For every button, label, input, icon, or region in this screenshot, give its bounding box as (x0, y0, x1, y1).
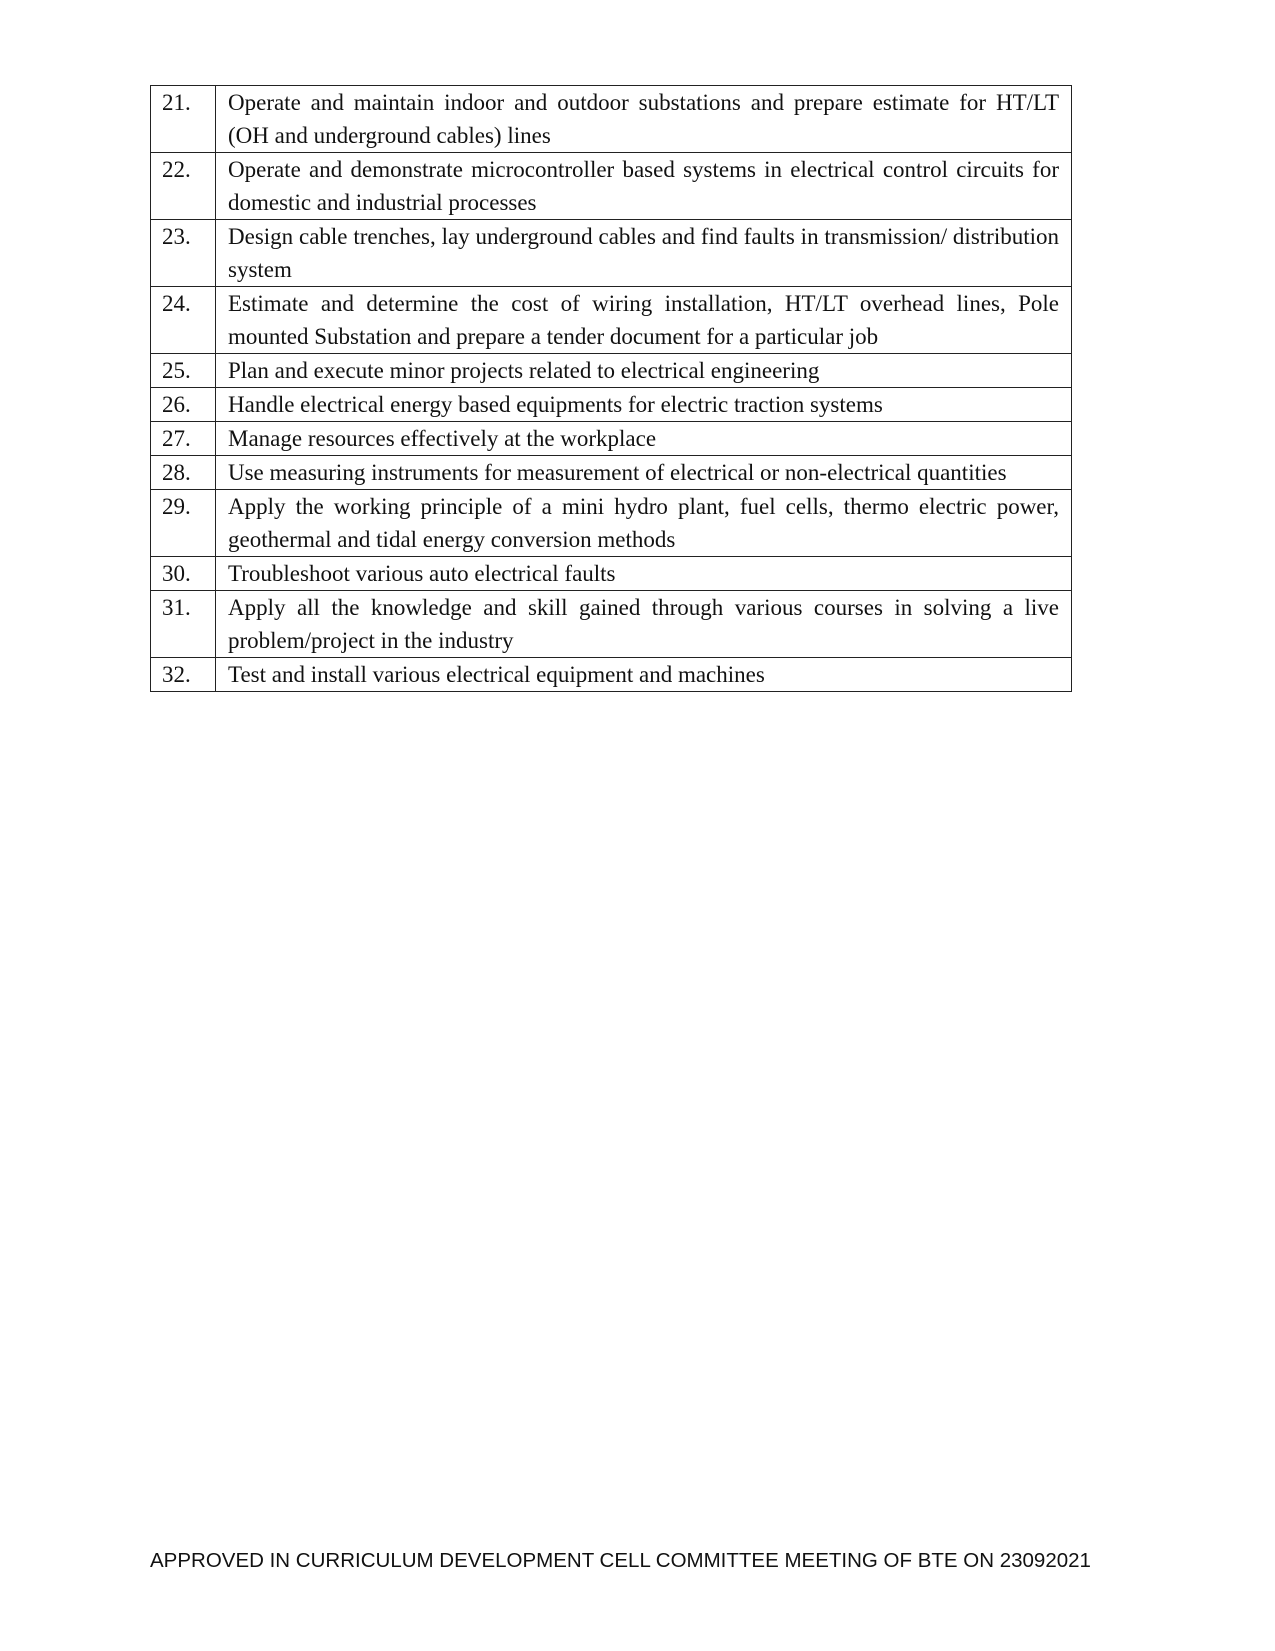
outcome-text: Plan and execute minor projects related to electrical engineering (216, 354, 1072, 388)
table-row (151, 388, 1072, 422)
outcome-number: 29. (151, 490, 216, 557)
outcome-number: 27. (151, 422, 216, 456)
outcome-text: Apply the working principle of a mini hydro plant, fuel cells, thermo electric power, geothermal and tidal energy conversion methods (216, 490, 1072, 557)
outcome-text: Troubleshoot various auto electrical faults (216, 557, 1072, 591)
outcome-text: Manage resources effectively at the workplace (216, 422, 1072, 456)
table-row (151, 456, 1072, 490)
table-row (151, 422, 1072, 456)
table-row (151, 490, 1072, 557)
outcomes-table (150, 85, 1072, 692)
outcome-number: 22. (151, 153, 216, 220)
table-row (151, 658, 1072, 692)
table-row (151, 86, 1072, 153)
outcome-text: Estimate and determine the cost of wiring installation, HT/LT overhead lines, Pole mounted Substation and prepare a tender document for a particular job (216, 287, 1072, 354)
approval-footer: APPROVED IN CURRICULUM DEVELOPMENT CELL COMMITTEE MEETING OF BTE ON 23092021 (150, 1549, 1091, 1572)
table-row (151, 153, 1072, 220)
outcome-text: Test and install various electrical equipment and machines (216, 658, 1072, 692)
outcome-text: Operate and maintain indoor and outdoor substations and prepare estimate for HT/LT (OH and underground cables) lines (216, 86, 1072, 153)
table-row (151, 220, 1072, 287)
outcome-text: Apply all the knowledge and skill gained through various courses in solving a live problem/project in the industry (216, 591, 1072, 658)
outcome-number: 24. (151, 287, 216, 354)
table-row (151, 591, 1072, 658)
outcome-text: Operate and demonstrate microcontroller based systems in electrical control circuits for domestic and industrial processes (216, 153, 1072, 220)
outcome-number: 26. (151, 388, 216, 422)
table-row (151, 557, 1072, 591)
outcome-text: Use measuring instruments for measurement of electrical or non-electrical quantities (216, 456, 1072, 490)
table-row (151, 354, 1072, 388)
outcome-number: 30. (151, 557, 216, 591)
outcome-text: Design cable trenches, lay underground cables and find faults in transmission/ distribution system (216, 220, 1072, 287)
outcome-number: 25. (151, 354, 216, 388)
table-row (151, 287, 1072, 354)
outcome-text: Handle electrical energy based equipments for electric traction systems (216, 388, 1072, 422)
outcome-number: 23. (151, 220, 216, 287)
outcome-number: 21. (151, 86, 216, 153)
outcome-number: 32. (151, 658, 216, 692)
outcome-number: 31. (151, 591, 216, 658)
outcome-number: 28. (151, 456, 216, 490)
